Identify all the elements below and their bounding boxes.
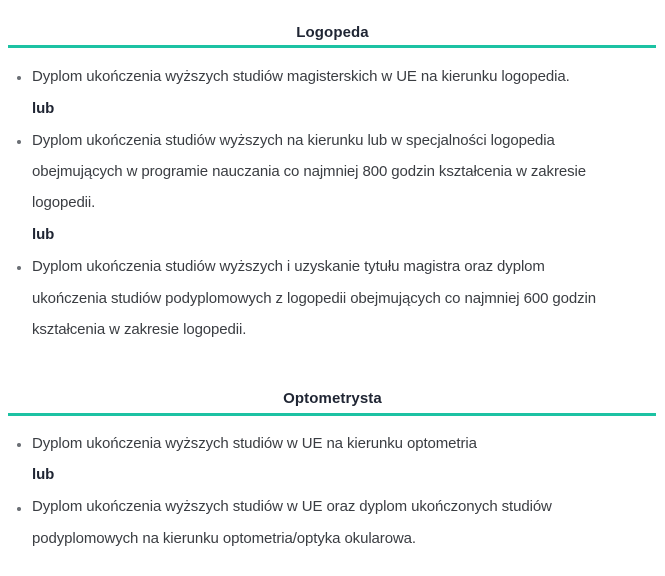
bullet-icon bbox=[17, 507, 21, 511]
or-separator: lub bbox=[32, 226, 55, 243]
requirement-text: obejmujących w programie nauczania co najmniej 800 godzin kształcenia w zakresie bbox=[32, 163, 586, 180]
requirement-text: Dyplom ukończenia wyższych studiów w UE oraz dyplom ukończonych studiów bbox=[32, 498, 552, 515]
requirement-text: kształcenia w zakresie logopedii. bbox=[32, 321, 247, 338]
bullet-icon bbox=[17, 76, 21, 80]
section-divider bbox=[8, 413, 656, 416]
requirement-text: Dyplom ukończenia wyższych studiów w UE na kierunku optometria bbox=[32, 435, 477, 452]
bullet-icon bbox=[17, 140, 21, 144]
requirement-text: Dyplom ukończenia studiów wyższych na kierunku lub w specjalności logopedia bbox=[32, 132, 555, 149]
or-separator: lub bbox=[32, 100, 55, 117]
section-title-logopeda: Logopeda bbox=[296, 24, 369, 41]
requirement-text: Dyplom ukończenia studiów wyższych i uzyskanie tytułu magistra oraz dyplom bbox=[32, 258, 545, 275]
requirement-text: ukończenia studiów podyplomowych z logopedii obejmujących co najmniej 600 godzin bbox=[32, 290, 597, 307]
requirement-text: podyplomowych na kierunku optometria/optyka okularowa. bbox=[32, 530, 416, 547]
section-divider bbox=[8, 45, 656, 48]
or-separator: lub bbox=[32, 466, 55, 483]
requirement-text: logopedii. bbox=[32, 194, 96, 211]
bullet-icon bbox=[17, 266, 21, 270]
section-title-optometrysta: Optometrysta bbox=[283, 390, 382, 407]
bullet-icon bbox=[17, 443, 21, 447]
requirement-text: Dyplom ukończenia wyższych studiów magisterskich w UE na kierunku logopedia. bbox=[32, 68, 570, 85]
